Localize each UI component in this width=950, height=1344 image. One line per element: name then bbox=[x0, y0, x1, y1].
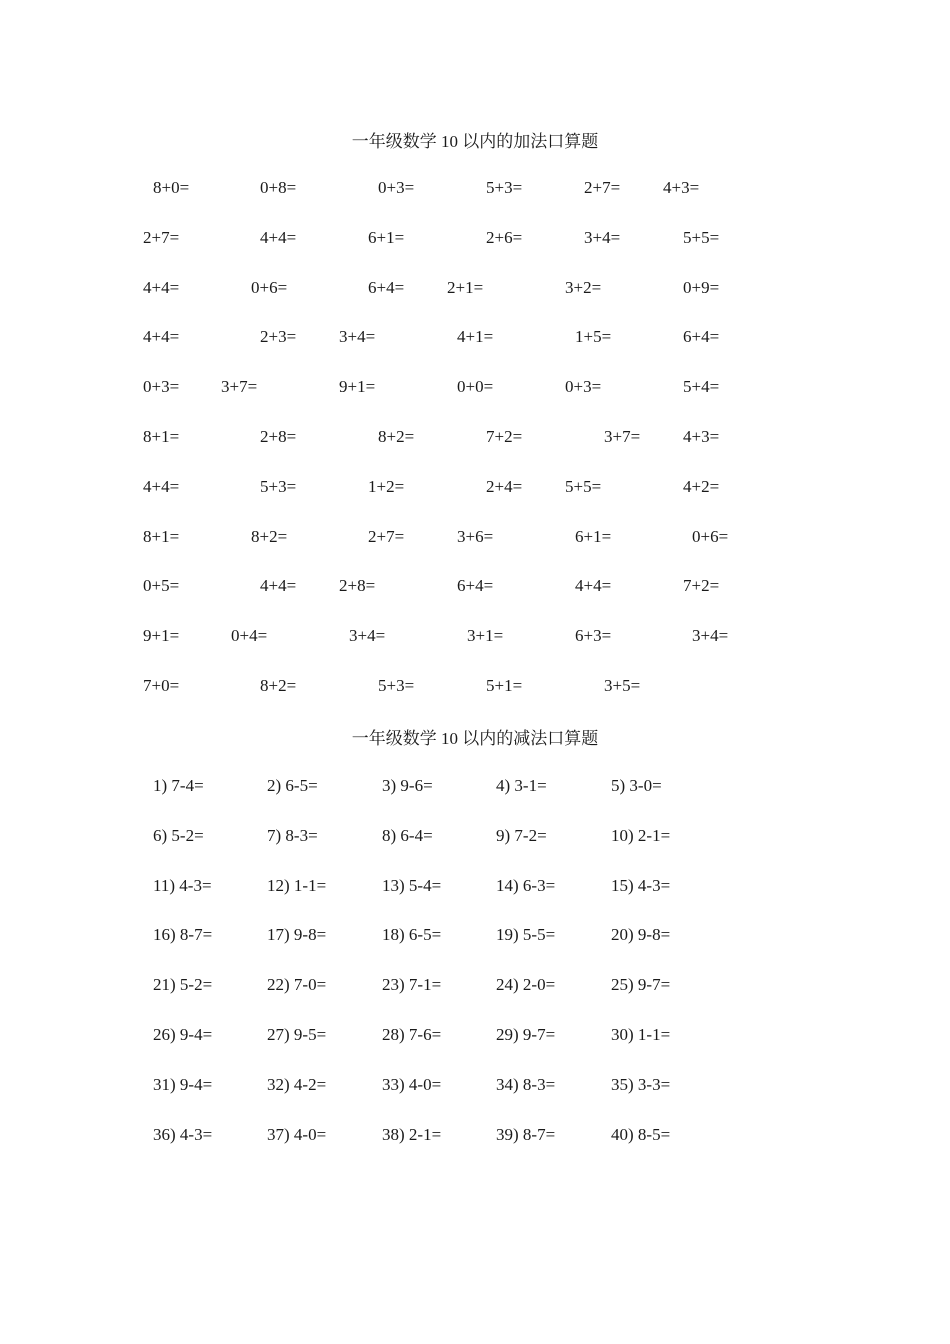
subtraction-problem: 26) 9-4= bbox=[153, 1025, 213, 1044]
addition-problem: 2+8= bbox=[339, 576, 376, 596]
addition-problem: 5+5= bbox=[565, 476, 602, 496]
addition-problem: 4+4= bbox=[260, 576, 297, 596]
subtraction-problem: 4) 3-1= bbox=[496, 776, 547, 795]
addition-problem: 8+2= bbox=[251, 526, 288, 546]
subtraction-problem: 1) 7-4= bbox=[153, 776, 204, 795]
subtraction-title: 一年级数学 10 以内的减法口算题 bbox=[351, 729, 599, 748]
addition-problem: 4+2= bbox=[683, 476, 720, 496]
addition-problem: 5+5= bbox=[683, 227, 720, 247]
addition-problem: 5+3= bbox=[486, 178, 523, 197]
addition-problem: 6+3= bbox=[575, 626, 612, 646]
subtraction-problem: 31) 9-4= bbox=[153, 1074, 213, 1094]
addition-problem: 4+4= bbox=[260, 227, 297, 247]
addition-problem: 4+1= bbox=[457, 327, 494, 347]
addition-problem: 0+4= bbox=[231, 626, 268, 646]
subtraction-problem: 30) 1-1= bbox=[611, 1025, 671, 1044]
addition-problem: 2+7= bbox=[584, 178, 621, 197]
subtraction-problem: 35) 3-3= bbox=[611, 1074, 671, 1094]
subtraction-problem: 22) 7-0= bbox=[267, 975, 327, 995]
addition-problem: 0+0= bbox=[457, 377, 494, 397]
addition-problem: 5+4= bbox=[683, 377, 720, 397]
addition-problem: 3+6= bbox=[457, 526, 494, 546]
subtraction-problem: 39) 8-7= bbox=[496, 1124, 556, 1144]
addition-problem: 7+2= bbox=[683, 576, 720, 596]
subtraction-problem: 18) 6-5= bbox=[382, 925, 442, 945]
addition-problem: 4+3= bbox=[683, 427, 720, 446]
addition-problem: 3+1= bbox=[467, 626, 504, 646]
subtraction-problem: 24) 2-0= bbox=[496, 975, 556, 995]
addition-problem: 4+4= bbox=[575, 576, 612, 596]
addition-problem: 3+5= bbox=[604, 676, 641, 695]
addition-problem: 0+6= bbox=[251, 277, 288, 297]
subtraction-problem: 40) 8-5= bbox=[611, 1124, 671, 1144]
subtraction-problem: 8) 6-4= bbox=[382, 825, 433, 845]
subtraction-problem: 29) 9-7= bbox=[496, 1025, 556, 1044]
addition-problem: 2+8= bbox=[260, 427, 297, 446]
addition-problem: 0+5= bbox=[143, 576, 180, 596]
addition-problem: 7+0= bbox=[143, 676, 180, 695]
addition-problem: 2+3= bbox=[260, 327, 297, 347]
addition-problem: 6+4= bbox=[368, 277, 405, 297]
addition-problem: 4+3= bbox=[663, 178, 700, 197]
subtraction-problem: 7) 8-3= bbox=[267, 825, 318, 845]
addition-problem: 3+4= bbox=[692, 626, 729, 646]
addition-problem: 8+2= bbox=[260, 676, 297, 695]
addition-problem: 3+4= bbox=[584, 227, 621, 247]
subtraction-problem: 5) 3-0= bbox=[611, 776, 662, 795]
addition-problem: 5+3= bbox=[260, 476, 297, 496]
subtraction-problem: 12) 1-1= bbox=[267, 875, 327, 895]
subtraction-problem: 11) 4-3= bbox=[153, 875, 212, 895]
addition-problem: 4+4= bbox=[143, 476, 180, 496]
addition-problem: 9+1= bbox=[339, 377, 376, 397]
addition-problem: 3+4= bbox=[339, 327, 376, 347]
addition-problem: 3+4= bbox=[349, 626, 386, 646]
addition-problem: 9+1= bbox=[143, 626, 180, 646]
addition-problem: 2+7= bbox=[143, 227, 180, 247]
addition-problem: 5+1= bbox=[486, 676, 523, 695]
subtraction-problem: 27) 9-5= bbox=[267, 1025, 327, 1044]
addition-problem: 7+2= bbox=[486, 427, 523, 446]
addition-problem: 2+6= bbox=[486, 227, 523, 247]
addition-problem: 1+5= bbox=[575, 327, 612, 347]
addition-title: 一年级数学 10 以内的加法口算题 bbox=[351, 132, 599, 151]
subtraction-problem: 25) 9-7= bbox=[611, 975, 671, 995]
addition-problem: 6+4= bbox=[457, 576, 494, 596]
subtraction-problem: 13) 5-4= bbox=[382, 875, 442, 895]
subtraction-problem: 19) 5-5= bbox=[496, 925, 556, 945]
subtraction-problem: 21) 5-2= bbox=[153, 975, 213, 995]
addition-problem: 6+1= bbox=[575, 526, 612, 546]
addition-problem: 8+0= bbox=[153, 178, 190, 197]
addition-problem: 6+4= bbox=[683, 327, 720, 347]
addition-problem: 6+1= bbox=[368, 227, 405, 247]
subtraction-problem: 32) 4-2= bbox=[267, 1074, 327, 1094]
addition-problem: 0+3= bbox=[143, 377, 180, 397]
subtraction-problem: 10) 2-1= bbox=[611, 825, 671, 845]
addition-problem: 8+2= bbox=[378, 427, 415, 446]
subtraction-problem: 15) 4-3= bbox=[611, 875, 671, 895]
addition-problem: 2+1= bbox=[447, 277, 484, 297]
addition-problem: 0+3= bbox=[378, 178, 415, 197]
addition-problem: 5+3= bbox=[378, 676, 415, 695]
subtraction-problem: 36) 4-3= bbox=[153, 1124, 213, 1144]
addition-problem: 0+8= bbox=[260, 178, 297, 197]
addition-problem: 3+2= bbox=[565, 277, 602, 297]
subtraction-problem: 3) 9-6= bbox=[382, 776, 433, 795]
addition-problem: 0+6= bbox=[692, 526, 729, 546]
subtraction-problem: 17) 9-8= bbox=[267, 925, 327, 945]
subtraction-problem: 38) 2-1= bbox=[382, 1124, 442, 1144]
subtraction-problem: 6) 5-2= bbox=[153, 825, 204, 845]
subtraction-problem: 28) 7-6= bbox=[382, 1025, 442, 1044]
addition-problem: 3+7= bbox=[604, 427, 641, 446]
addition-problem: 2+4= bbox=[486, 476, 523, 496]
subtraction-problem: 37) 4-0= bbox=[267, 1124, 327, 1144]
addition-problem: 3+7= bbox=[221, 377, 258, 397]
addition-problem: 4+4= bbox=[143, 277, 180, 297]
addition-problem: 8+1= bbox=[143, 526, 180, 546]
addition-problem: 4+4= bbox=[143, 327, 180, 347]
subtraction-problem: 20) 9-8= bbox=[611, 925, 671, 945]
subtraction-problem: 14) 6-3= bbox=[496, 875, 556, 895]
subtraction-problem: 2) 6-5= bbox=[267, 776, 318, 795]
subtraction-problem: 16) 8-7= bbox=[153, 925, 213, 945]
subtraction-problem: 34) 8-3= bbox=[496, 1074, 556, 1094]
subtraction-problem: 23) 7-1= bbox=[382, 975, 442, 995]
subtraction-problem: 33) 4-0= bbox=[382, 1074, 442, 1094]
subtraction-problem: 9) 7-2= bbox=[496, 825, 547, 845]
addition-problem: 1+2= bbox=[368, 476, 405, 496]
addition-problem: 8+1= bbox=[143, 427, 180, 446]
addition-problem: 0+9= bbox=[683, 277, 720, 297]
addition-problem: 0+3= bbox=[565, 377, 602, 397]
addition-problem: 2+7= bbox=[368, 526, 405, 546]
